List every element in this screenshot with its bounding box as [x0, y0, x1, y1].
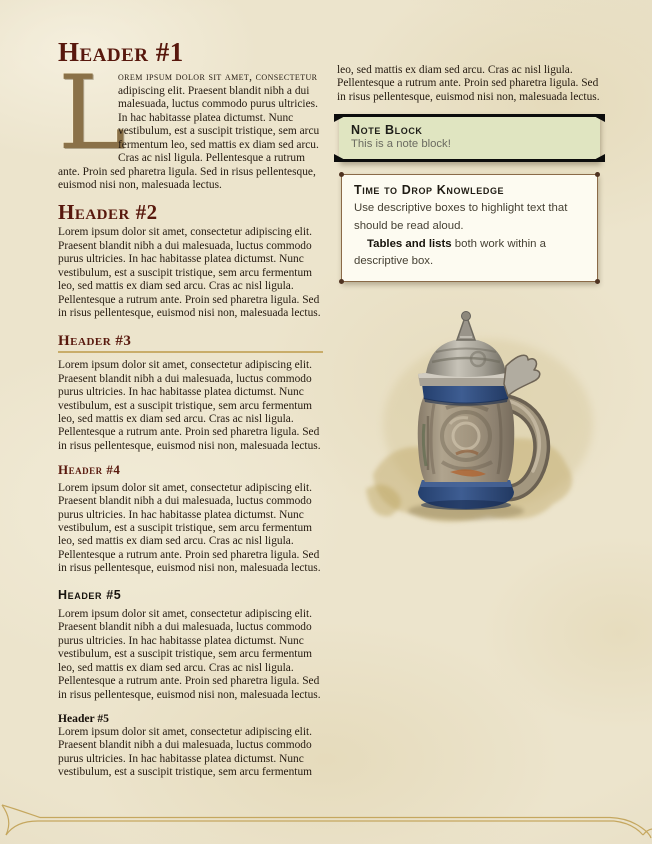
descriptive-box-rest-text: both work within a descriptive box.: [354, 237, 546, 268]
section-title-h6: Header #5: [58, 711, 109, 725]
section-title-h4: Header #4: [58, 462, 121, 478]
body-paragraph: Lorem ipsum dolor sit amet, consectetur adipiscing elit. Praesent blandit nibh a dui malesuada, luctus commodo purus ultricies. In hac habitasse platea dictumst. Nunc vestibulum, est a suscipit tristique, sem arcu fermentum leo, sed mattis ex diam sed arcu. Cras ac nisl ligula. Pellentesque a rutrum ante. Proin sed pharetra ligula. Sed in risus pellentesque, euismod nisi non, malesuada lectus.: [58, 226, 321, 320]
intro-paragraph: [58, 54, 323, 192]
descriptive-box-list-note: [354, 236, 585, 271]
descriptive-corner-dot: [595, 172, 600, 177]
descriptive-box-paragraph: Use descriptive boxes to highlight text that should be read aloud.: [354, 202, 568, 233]
descriptive-corner-dot: [339, 172, 344, 177]
left-column: [58, 38, 323, 789]
intro-body-text: adipiscing elit. Praesent blandit nibh a dui malesuada, luctus commodo purus ultricies. In hac habitasse platea dictumst. Nunc vestibulum, est a suscipit tristique, sem arcu fermentum leo, sed mattis ex diam sed arcu. Cras ac nisl ligula. Pellentesque a rutrum ante. Proin sed pharetra ligula. Sed in risus pellentesque, euismod nisi non, malesuada lectus.: [58, 84, 320, 191]
footer-flourish: [0, 802, 652, 840]
descriptive-box: [341, 174, 598, 282]
drop-cap: L: [58, 54, 126, 174]
note-block: [339, 114, 600, 162]
note-corner-triangle: [334, 154, 349, 162]
beer-stein-image: [338, 304, 602, 536]
section-title-h2: Header #2: [58, 200, 158, 225]
note-corner-triangle: [590, 154, 605, 162]
descriptive-corner-dot: [595, 279, 600, 284]
section-title-h5: Header #5: [58, 587, 122, 602]
body-paragraph: Lorem ipsum dolor sit amet, consectetur adipiscing elit. Praesent blandit nibh a dui malesuada, luctus commodo purus ultricies. In hac habitasse platea dictumst. Nunc vestibulum, est a suscipit tristique, sem arcu fermentum leo, sed mattis ex diam sed arcu. Cras ac nisl ligula. Pellentesque a rutrum ante. Proin sed pharetra ligula. Sed in risus pellentesque, euismod nisi non, malesuada lectus.: [58, 359, 321, 452]
continuation-paragraph: leo, sed mattis ex diam sed arcu. Cras ac nisl ligula. Pellentesque a rutrum ante. Proin sed pharetra ligula. Sed in risus pellentesque, euismod nisi non, malesuada lectus.: [337, 64, 600, 103]
note-corner-triangle: [334, 114, 349, 122]
intro-lead-small-caps: orem ipsum dolor sit amet, consectetur: [118, 71, 318, 84]
section-title-h1: Header #1: [58, 37, 184, 67]
body-paragraph: Lorem ipsum dolor sit amet, consectetur adipiscing elit. Praesent blandit nibh a dui malesuada, luctus commodo purus ultricies. In hac habitasse platea dictumst. Nunc vestibulum, est a suscipit tristique, sem arcu fermentum leo, sed mattis ex diam sed arcu. Cras ac nisl ligula. Pellentesque a rutrum ante. Proin sed pharetra ligula. Sed in risus pellentesque, euismod nisi non, malesuada lectus.: [58, 607, 321, 701]
right-column: [337, 64, 602, 789]
descriptive-corner-dot: [339, 279, 344, 284]
body-paragraph-truncated: Lorem ipsum dolor sit amet, consectetur adipiscing elit. Praesent blandit nibh a dui malesuada, luctus commodo purus ultricies. In hac habitasse platea dictumst. Nunc vestibulum, est a suscipit tristique, sem arcu fermentum: [58, 725, 313, 779]
descriptive-box-bold-text: Tables and lists: [367, 237, 452, 250]
section-title-h3: Header #3: [58, 333, 323, 354]
note-block-body: This is a note block!: [351, 138, 451, 151]
descriptive-box-title: Time to Drop Knowledge: [354, 183, 505, 198]
note-corner-triangle: [590, 114, 605, 122]
note-block-title: Note Block: [351, 123, 423, 138]
stein-illustration: [337, 304, 602, 541]
body-paragraph: Lorem ipsum dolor sit amet, consectetur adipiscing elit. Praesent blandit nibh a dui malesuada, luctus commodo purus ultricies. In hac habitasse platea dictumst. Nunc vestibulum, est a suscipit tristique, sem arcu fermentum leo, sed mattis ex diam sed arcu. Cras ac nisl ligula. Pellentesque a rutrum ante. Proin sed pharetra ligula. Sed in risus pellentesque, euismod nisi non, malesuada lectus.: [58, 481, 321, 575]
